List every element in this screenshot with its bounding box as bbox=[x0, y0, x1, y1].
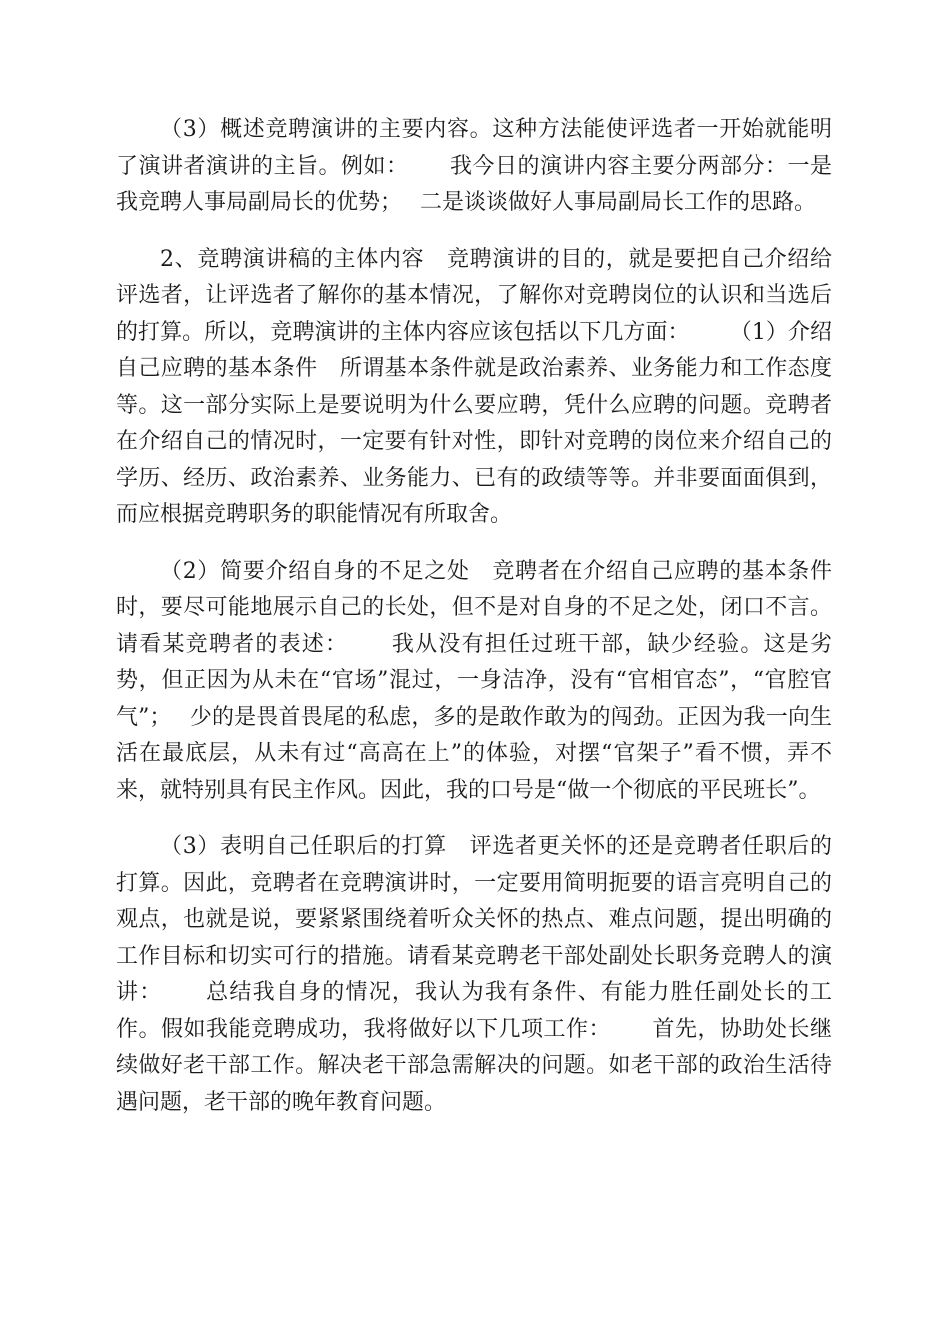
paragraph-4: （3）表明自己任职后的打算 评选者更关怀的还是竞聘者任职后的打算。因此，竞聘者在竞聘演讲时，一定要用简明扼要的语言亮明自己的观点，也就是说，要紧紧围绕着听众关怀的热点、难点问题，提出明确的工作目标和切实可行的措施。请看某竞聘老干部处副处长职务竞聘人的演讲： 总结我自身的情况，我认为我有条件、有能力胜任副处长的工作。假如我能竞聘成功，我将做好以下几项工作： 首先，协助处长继续做好老干部工作。解决老干部急需解决的问题。如老干部的政治生活待遇问题，老干部的晚年教育问题。 bbox=[116, 834, 832, 1115]
document-body bbox=[116, 112, 832, 1141]
paragraph-3: （2）简要介绍自身的不足之处 竞聘者在介绍自己应聘的基本条件时，要尽可能地展示自己的长处，但不是对自身的不足之处，闭口不言。请看某竞聘者的表述： 我从没有担任过班干部，缺少经验。这是劣势，但正因为从未在“官场”混过，一身洁净，没有“官相官态”，“官腔官气”； 少的是畏首畏尾的私虑，多的是敢作敢为的闯劲。正因为我一向生活在最底层，从未有过“高高在上”的体验，对摆“官架子”看不惯，弄不来，就特别具有民主作风。因此，我的口号是“做一个彻底的平民班长”。 bbox=[116, 558, 832, 803]
paragraph-1: （3）概述竞聘演讲的主要内容。这种方法能使评选者一开始就能明了演讲者演讲的主旨。例如： 我今日的演讲内容主要分两部分：一是我竞聘人事局副局长的优势； 二是谈谈做好人事局副局长工作的思路。 bbox=[116, 117, 832, 215]
paragraph-2: 2、竞聘演讲稿的主体内容 竞聘演讲的目的，就是要把自己介绍给评选者，让评选者了解你的基本情况，了解你对竞聘岗位的认识和当选后的打算。所以，竞聘演讲的主体内容应该包括以下几方面： （1）介绍自己应聘的基本条件 所谓基本条件就是政治素养、业务能力和工作态度等。这一部分实际上是要说明为什么要应聘，凭什么应聘的问题。竞聘者在介绍自己的情况时，一定要有针对性，即针对竞聘的岗位来介绍自己的学历、经历、政治素养、业务能力、已有的政绩等等。并非要面面俱到，而应根据竞聘职务的职能情况有所取舍。 bbox=[116, 246, 832, 527]
